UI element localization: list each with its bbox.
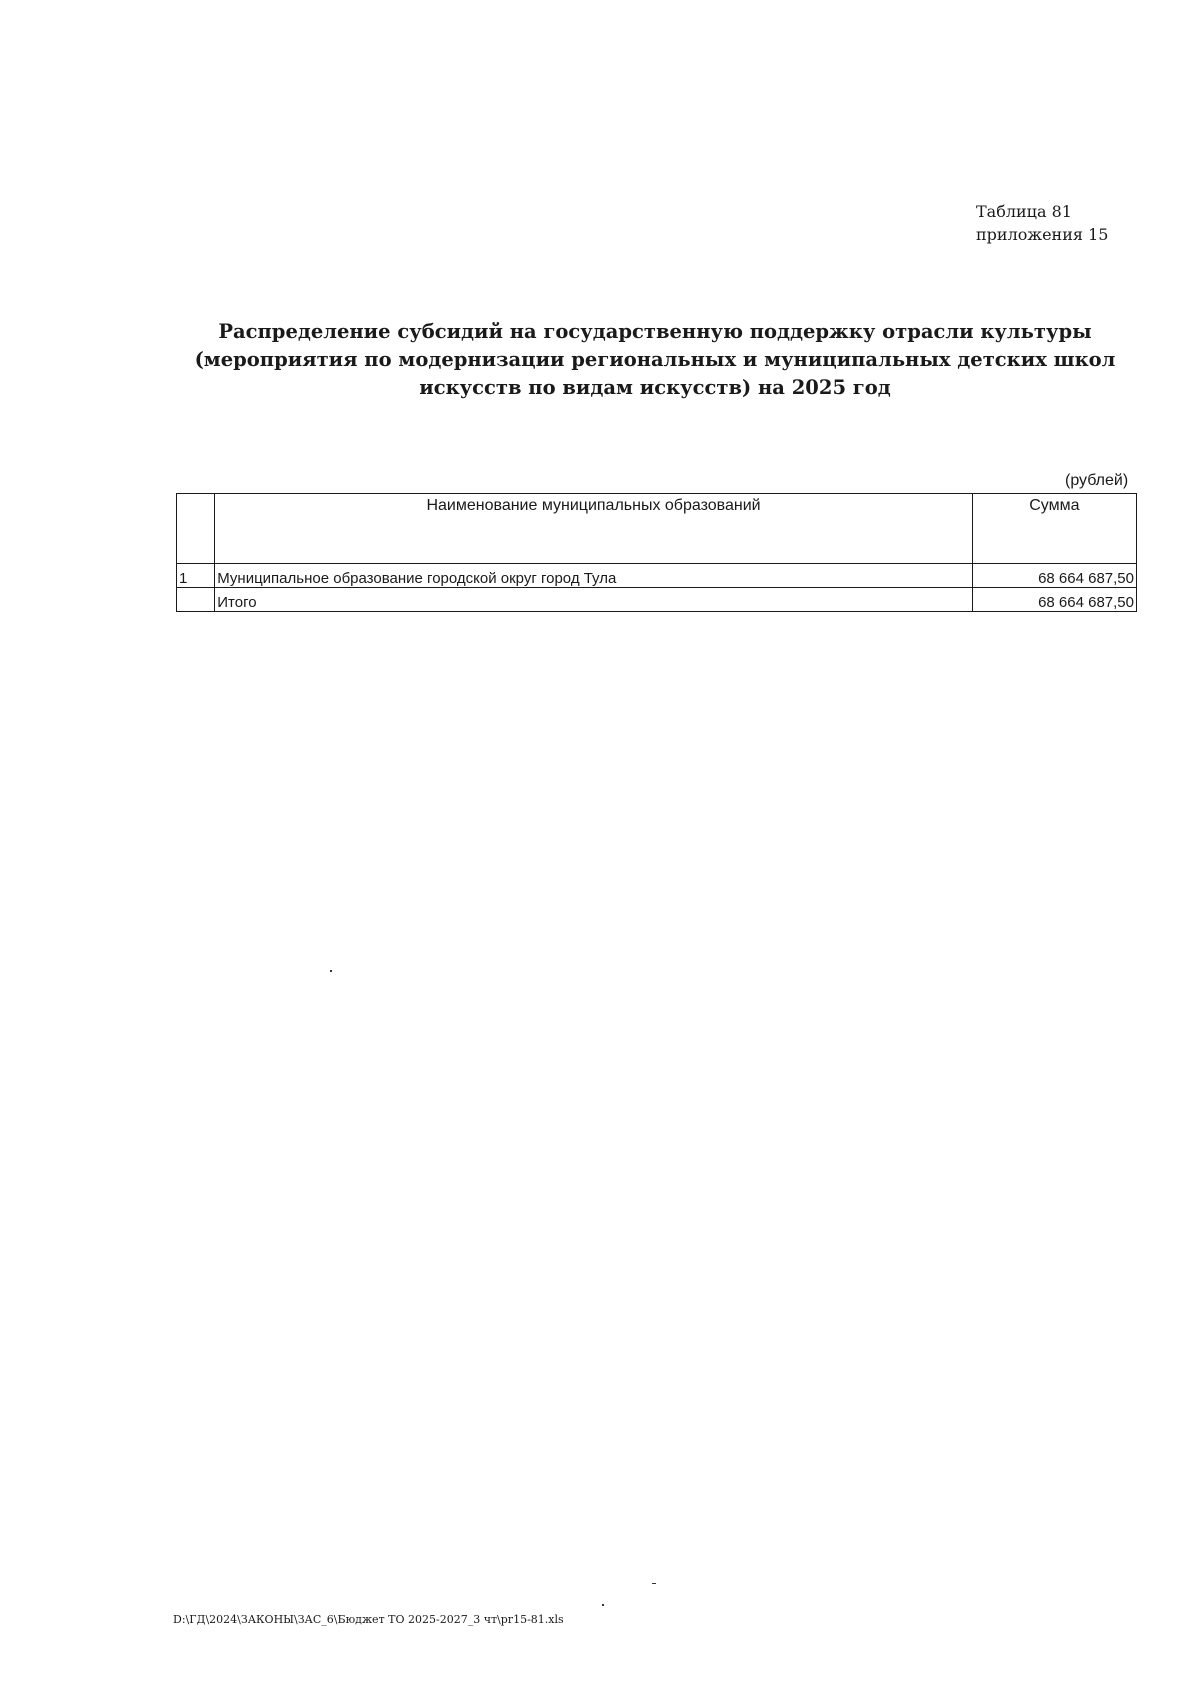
table-row: [177, 564, 1137, 588]
scan-speck: [330, 970, 332, 972]
appendix-label: приложения 15: [976, 225, 1109, 244]
table-reference: [976, 200, 1108, 246]
file-path-footer: D:\ГД\2024\ЗАКОНЫ\ЗАС_6\Бюджет ТО 2025-2027_3 чт\pr15-81.xls: [173, 1613, 564, 1626]
column-header-sum: Сумма: [972, 494, 1136, 564]
municipality-name: Муниципальное образование городской округ город Тула: [215, 564, 973, 588]
table-header-row: [177, 494, 1137, 564]
scan-speck: [602, 1604, 604, 1606]
total-label: Итого: [215, 588, 973, 612]
document-title: Распределение субсидий на государственную поддержку отрасли культуры (мероприятия по модернизации региональных и муниципальных детских школ искусств по видам искусств) на 2025 год: [194, 320, 1116, 399]
total-row: [177, 588, 1137, 612]
scan-speck: [652, 1583, 656, 1584]
total-amount: 68 664 687,50: [972, 588, 1136, 612]
column-header-number: [177, 494, 215, 564]
row-number: 1: [177, 564, 215, 588]
column-header-name: Наименование муниципальных образований: [215, 494, 973, 564]
subsidy-amount: 68 664 687,50: [972, 564, 1136, 588]
table-number-label: Таблица 81: [976, 202, 1072, 221]
subsidy-table: [176, 493, 1137, 612]
row-number: [177, 588, 215, 612]
units-label: (рублей): [1065, 472, 1129, 489]
